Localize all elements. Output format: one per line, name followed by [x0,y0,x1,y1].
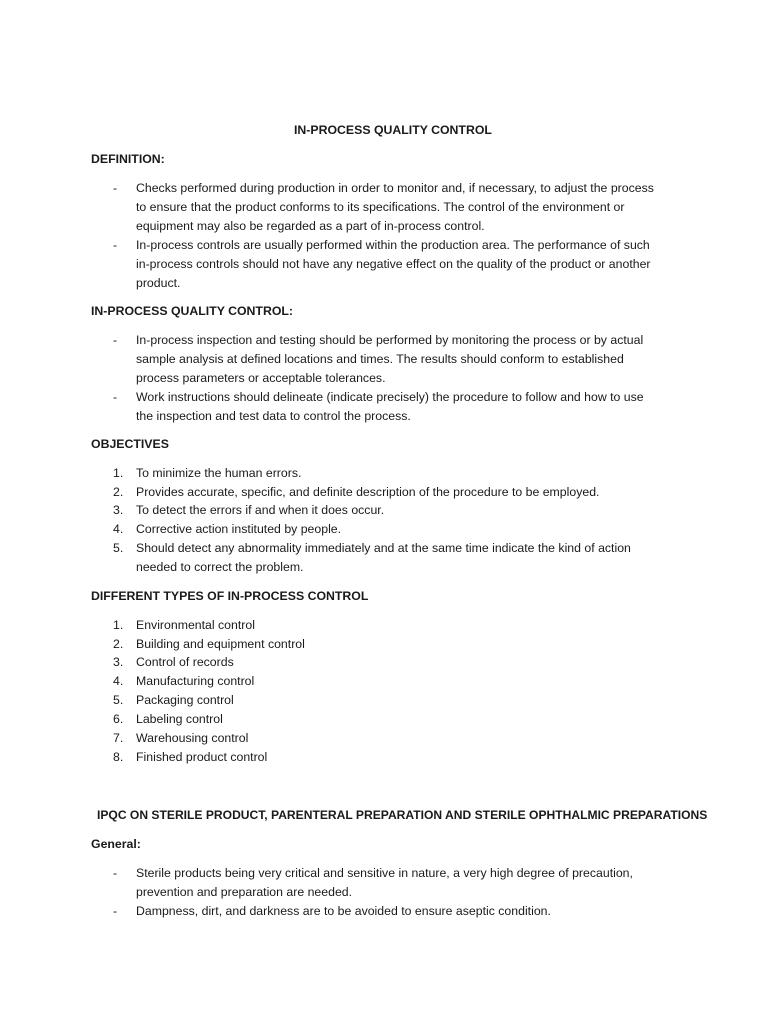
list-number: 1. [113,618,124,632]
list-item-text: Control of records [136,655,234,669]
list-number: 5. [113,541,124,555]
list-item-text: Labeling control [136,712,223,726]
list-number: 1. [113,466,124,480]
list-number: 2. [113,637,124,651]
bullet-marker: - [113,333,118,347]
list-number: 6. [113,712,124,726]
ipqc-heading: IN-PROCESS QUALITY CONTROL: [91,304,293,318]
list-item-text: To minimize the human errors. [136,466,302,480]
list-item-text: needed to correct the problem. [136,560,304,574]
list-item-text: Environmental control [136,618,255,632]
list-item-text: Finished product control [136,750,268,764]
list-item-text: Manufacturing control [136,674,255,688]
definition-heading: DEFINITION: [91,152,165,166]
bullet-text-line: equipment may also be regarded as a part of in-process control. [136,219,485,233]
list-number: 7. [113,731,124,745]
bullet-text-line: Sterile products being very critical and sensitive in nature, a very high degree of precaution, [136,866,633,880]
page-title: IN-PROCESS QUALITY CONTROL [294,123,492,137]
bullet-text-line: to ensure that the product conforms to its specifications. The control of the environment or [136,200,625,214]
bullet-text-line: prevention and preparation are needed. [136,885,353,899]
bullet-marker: - [113,866,118,880]
types-heading: DIFFERENT TYPES OF IN-PROCESS CONTROL [91,589,369,603]
bullet-text-line: In-process inspection and testing should be performed by monitoring the process or by actual [136,333,644,347]
bullet-text-line: product. [136,276,181,290]
bullet-text-line: In-process controls are usually performed within the production area. The performance of such [136,238,650,252]
list-number: 3. [113,503,124,517]
list-item-text: Should detect any abnormality immediately and at the same time indicate the kind of action [136,541,631,555]
bullet-text-line: sample analysis at defined locations and times. The results should conform to established [136,352,624,366]
bullet-text-line: the inspection and test data to control the process. [136,409,411,423]
list-number: 5. [113,693,124,707]
list-item-text: Corrective action instituted by people. [136,522,342,536]
bullet-text-line: process parameters or acceptable tolerances. [136,371,386,385]
list-item-text: Provides accurate, specific, and definite description of the procedure to be employed. [136,485,600,499]
bullet-marker: - [113,181,118,195]
list-number: 4. [113,522,124,536]
list-number: 8. [113,750,124,764]
list-item-text: To detect the errors if and when it does occur. [136,503,385,517]
bullet-text-line: Checks performed during production in order to monitor and, if necessary, to adjust the process [136,181,654,195]
bullet-text-line: Dampness, dirt, and darkness are to be avoided to ensure aseptic condition. [136,904,551,918]
list-item-text: Warehousing control [136,731,249,745]
bullet-text-line: Work instructions should delineate (indicate precisely) the procedure to follow and how to use [136,390,644,404]
objectives-heading: OBJECTIVES [91,437,169,451]
list-number: 3. [113,655,124,669]
bullet-marker: - [113,238,118,252]
sterile-heading: IPQC ON STERILE PRODUCT, PARENTERAL PREPARATION AND STERILE OPHTHALMIC PREPARATIONS [97,808,708,822]
bullet-marker: - [113,904,118,918]
list-item-text: Building and equipment control [136,637,305,651]
bullet-text-line: in-process controls should not have any negative effect on the quality of the product or another [136,257,651,271]
list-number: 2. [113,485,124,499]
general-subheading: General: [91,837,141,851]
list-number: 4. [113,674,124,688]
list-item-text: Packaging control [136,693,234,707]
bullet-marker: - [113,390,118,404]
